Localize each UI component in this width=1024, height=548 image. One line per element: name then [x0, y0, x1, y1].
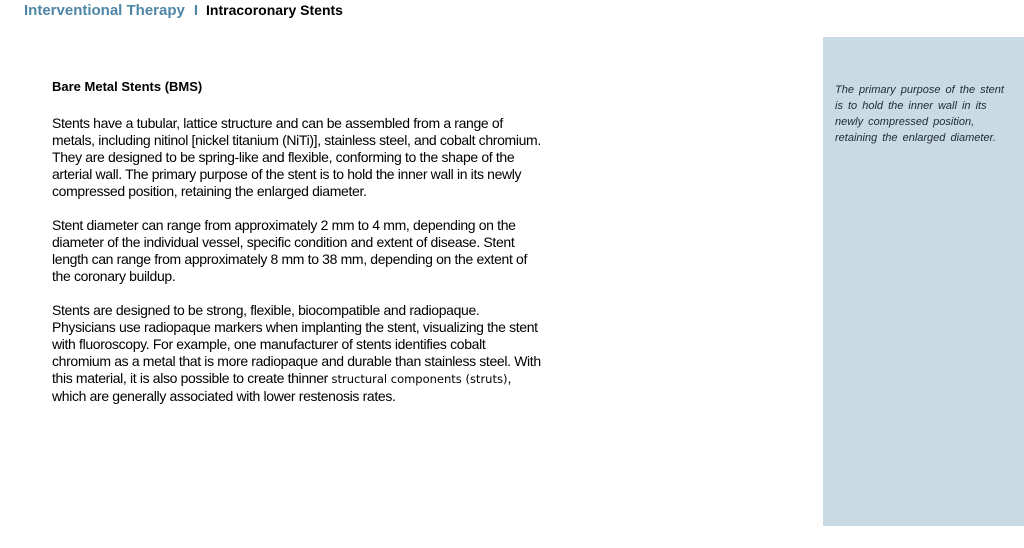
content-heading: Bare Metal Stents (BMS)	[52, 79, 203, 94]
sidebar-note: The primary purpose of the stent is to hold the inner wall in its newly compressed position, retaining the enlarged diameter.	[835, 84, 1004, 144]
paragraph-properties-ending: , which are generally associated with lower restenosis rates.	[52, 370, 511, 404]
section-title-header: Interventional Therapy	[24, 1, 185, 19]
paragraph-properties	[52, 302, 544, 405]
header-divider: I	[193, 1, 199, 19]
struts-term: structural components (struts)	[331, 372, 508, 386]
main-content	[52, 79, 544, 422]
paragraph-dimensions: Stent diameter can range from approximately 2 mm to 4 mm, depending on the diameter of the individual vessel, specific condition and extent of disease. Stent length can range from approximately 8 mm to 38 mm, depending on the extent of the coronary buildup.	[52, 217, 527, 284]
paragraph-structure: Stents have a tubular, lattice structure and can be assembled from a range of metals, including nitinol [nickel titanium (NiTi)], stainless steel, and cobalt chromium. They are designed to be spring-like and flexible, conforming to the shape of the arterial wall. The primary purpose of the stent is to hold the inner wall in its newly compressed position, retaining the enlarged diameter.	[52, 115, 541, 199]
topic-title: Intracoronary Stents	[206, 2, 343, 18]
sidebar-callout	[823, 37, 1024, 526]
page-header	[24, 0, 343, 20]
paragraph-properties-text: Stents are designed to be strong, flexible, biocompatible and radiopaque. Physicians use radiopaque markers when implanting the stent, visualizing the stent with fluoroscopy. For example, one manufacturer of stents identifies cobalt chromium as a metal that is more radiopaque and durable than stainless steel. With this material, it is also possible to create thinner	[52, 302, 541, 386]
